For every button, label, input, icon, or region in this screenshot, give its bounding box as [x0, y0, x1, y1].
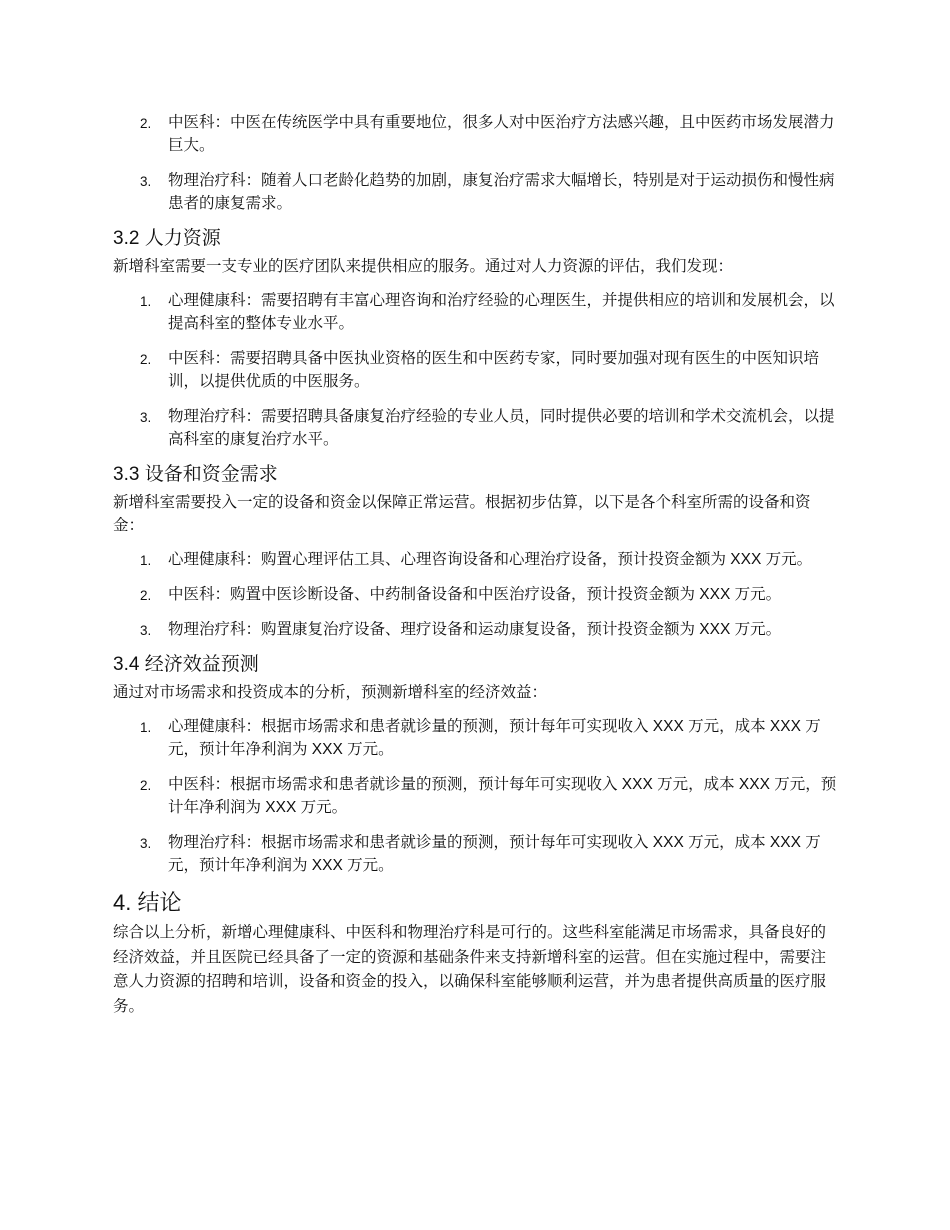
list-text: 物理治疗科：购置康复治疗设备、理疗设备和运动康复设备，预计投资金额为 XXX 万元。 [168, 621, 782, 638]
document-page [113, 111, 837, 1030]
list-number: 3. [140, 410, 152, 425]
section-intro: 新增科室需要投入一定的设备和资金以保障正常运营。根据初步估算，以下是各个科室所需的设备和资金： [113, 494, 811, 534]
list-number: 2. [140, 588, 152, 603]
section-heading-4: 4. 结论 [113, 890, 182, 915]
list-item [113, 773, 837, 819]
list-text: 中医科：根据市场需求和患者就诊量的预测，预计每年可实现收入 XXX 万元，成本 XXX 万元，预计年净利润为 XXX 万元。 [168, 776, 837, 816]
list-text: 心理健康科：需要招聘有丰富心理咨询和治疗经验的心理医生，并提供相应的培训和发展机会，以提高科室的整体专业水平。 [168, 292, 835, 332]
list-text: 中医科：中医在传统医学中具有重要地位，很多人对中医治疗方法感兴趣，且中医药市场发展潜力巨大。 [168, 114, 835, 154]
list-text: 物理治疗科：需要招聘具备康复治疗经验的专业人员，同时提供必要的培训和学术交流机会，以提高科室的康复治疗水平。 [168, 408, 835, 448]
economic-list [113, 715, 837, 877]
list-item [113, 405, 837, 451]
list-number: 2. [140, 116, 152, 131]
section-heading-3-2: 3.2 人力资源 [113, 228, 221, 249]
market-list [113, 111, 837, 215]
section-intro: 新增科室需要一支专业的医疗团队来提供相应的服务。通过对人力资源的评估，我们发现： [113, 258, 734, 275]
list-number: 3. [140, 174, 152, 189]
list-number: 1. [140, 553, 152, 568]
list-item [113, 347, 837, 393]
list-item [113, 169, 837, 215]
list-text: 物理治疗科：根据市场需求和患者就诊量的预测，预计每年可实现收入 XXX 万元，成本 XXX 万元，预计年净利润为 XXX 万元。 [168, 834, 821, 874]
list-item [113, 548, 837, 571]
list-text: 中医科：购置中医诊断设备、中药制备设备和中医治疗设备，预计投资金额为 XXX 万元。 [168, 586, 782, 603]
list-text: 中医科：需要招聘具备中医执业资格的医生和中医药专家，同时要加强对现有医生的中医知识培训，以提供优质的中医服务。 [168, 350, 820, 390]
section-heading-3-3: 3.3 设备和资金需求 [113, 464, 278, 485]
list-number: 1. [140, 720, 152, 735]
list-item [113, 583, 837, 606]
conclusion-paragraph: 综合以上分析，新增心理健康科、中医科和物理治疗科是可行的。这些科室能满足市场需求，具备良好的经济效益，并且医院已经具备了一定的资源和基础条件来支持新增科室的运营。但在实施过程中，需要注意人力资源的招聘和培训，设备和资金的投入，以确保科室能够顺利运营，并为患者提供高质量的医疗服务。 [113, 924, 827, 1015]
list-item [113, 715, 837, 761]
list-number: 1. [140, 294, 152, 309]
list-text: 心理健康科：购置心理评估工具、心理咨询设备和心理治疗设备，预计投资金额为 XXX 万元。 [168, 551, 813, 568]
list-number: 3. [140, 836, 152, 851]
hr-list [113, 289, 837, 451]
list-number: 2. [140, 352, 152, 367]
list-item [113, 289, 837, 335]
list-text: 心理健康科：根据市场需求和患者就诊量的预测，预计每年可实现收入 XXX 万元，成本 XXX 万元，预计年净利润为 XXX 万元。 [168, 718, 821, 758]
list-text: 物理治疗科：随着人口老龄化趋势的加剧，康复治疗需求大幅增长，特别是对于运动损伤和慢性病患者的康复需求。 [168, 172, 835, 212]
list-number: 3. [140, 623, 152, 638]
equipment-list [113, 548, 837, 641]
section-heading-3-4: 3.4 经济效益预测 [113, 654, 259, 675]
list-item [113, 111, 837, 157]
list-number: 2. [140, 778, 152, 793]
list-item [113, 831, 837, 877]
list-item [113, 618, 837, 641]
section-intro: 通过对市场需求和投资成本的分析，预测新增科室的经济效益： [113, 684, 548, 701]
